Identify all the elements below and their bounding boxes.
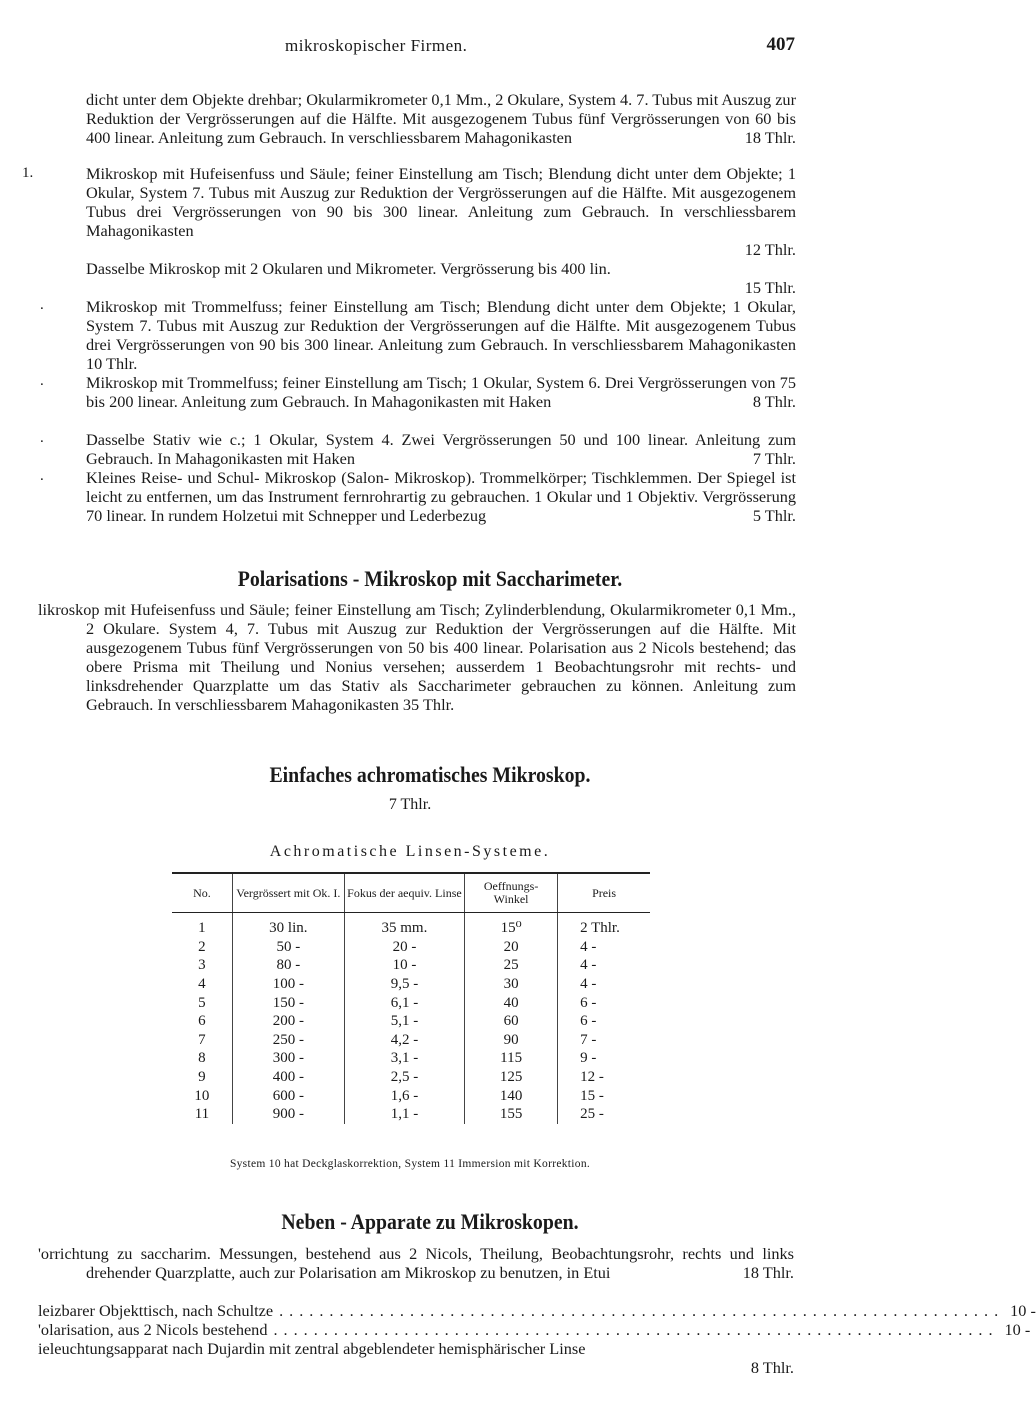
column-header: Oeffnungs-Winkel [465,873,558,913]
item-price: 18 Thlr. [742,1263,794,1282]
table-header-row [172,873,650,913]
column-header: Vergrössert mit Ok. I. [232,873,344,913]
table-cell: 30 lin. [232,913,344,938]
leader-dots: ........................................................................ [273,1320,999,1339]
item-price: 12 Thlr. [744,240,796,259]
table-footnote: System 10 hat Deckglaskorrektion, System 11 Immersion mit Korrektion. [229,1158,591,1170]
table-cell: 4,2 - [344,1031,464,1050]
table-cell: 400 - [232,1068,344,1087]
table-row [172,956,650,975]
table-cell: 90 [465,1031,558,1050]
item-text: Mikroskop mit Hufeisenfuss und Säule; feiner Einstellung am Tisch; Blendung dicht unter dem Objekte; 1 Okular, System 7. Tubus mit Auszug zur Reduktion der Vergrösserungen auf die Hälfte. Mit ausgezogenem Tubus drei Vergrösserungen von 90 bis 300 linear. Anleitung zum Gebrauch. In verschliessbarem Mahagonikasten [86,164,796,240]
lens-systems-table [172,872,650,1124]
item-text: Dasselbe Mikroskop mit 2 Okularen und Mikrometer. Vergrösserung bis 400 lin. [86,259,611,278]
table-cell: 115 [465,1049,558,1068]
table-cell: 20 [465,938,558,957]
table-cell: 4 [198,976,206,993]
item-text: 'olarisation, aus 2 Nicols bestehend [38,1320,268,1339]
item-text: leizbarer Objekttisch, nach Schultze [38,1301,274,1320]
table-cell: 1,1 - [344,1105,464,1124]
accessory-item [38,1244,794,1282]
catalog-item [86,468,796,525]
table-cell: 7 - [558,1031,650,1050]
page-header [285,36,795,60]
table-caption: Achromatische Linsen-Systeme. [269,843,551,860]
section-heading: Neben - Apparate zu Mikroskopen. [281,1209,579,1234]
page-number: 407 [766,34,795,55]
table-cell: 30 [465,975,558,994]
entry-text: dicht unter dem Objekte drehbar; Okularmikrometer 0,1 Mm., 2 Okulare, System 4. 7. Tubus mit Auszug zur Reduktion der Vergrösserungen auf die Hälfte. Mit ausgezogenem Tubus fünf Vergrösserungen von 60 bis 400 linear. Anleitung zum Gebrauch. In verschliessbarem Mahagonikasten [86,90,796,147]
catalog-item [86,164,796,259]
table-cell: 5,1 - [344,1012,464,1031]
accessory-item [38,1320,1031,1339]
table-cell: 3 [198,957,206,974]
item-text: Mikroskop mit Trommelfuss; feiner Einstellung am Tisch; Blendung dicht unter dem Objekte; 1 Okular, System 7. Tubus mit Auszug zur Reduktion der Vergrösserungen auf die Hälfte. Mit ausgezogenem Tubus drei Vergrösserungen von 90 bis 300 linear. Anleitung zum Gebrauch. In verschliessbarem Mahagonikasten 10 Thlr. [86,297,796,373]
entry-text: likroskop mit Hufeisenfuss und Säule; feiner Einstellung am Tisch; Zylinderblendung, Okularmikrometer 0,1 Mm., 2 Okulare. System 4, 7. Tubus mit Auszug zur Reduktion der Vergrösserungen auf die Hälfte. Mit ausgezogenem Tubus fünf Vergrösserungen von 50 bis 400 linear. Polarisation aus 2 Nicols bestehend; das obere Prisma mit Theilung und Nonius versehen; ausserdem 1 Beobachtungsrohr mit rechts- und linksdrehender Quarzplatte um das Stativ als Saccharimeter gebrauchen zu können. Anleitung zum Gebrauch. In verschliessbarem Mahagonikasten 35 Thlr. [38,600,796,714]
table-row [172,938,650,957]
table-cell: 6,1 - [344,993,464,1012]
catalog-item [86,373,796,411]
leader-line [38,1301,1036,1320]
table-cell: 8 [198,1050,206,1067]
item-price: 7 Thlr. [752,449,796,468]
item-text: ieleuchtungsapparat nach Dujardin mit zentral abgeblendeter hemisphärischer Linse [38,1339,586,1358]
table-cell: 10 [194,1087,210,1104]
item-price: 8 Thlr. [752,392,796,411]
column-header: Preis [558,873,650,913]
section-heading: Polarisations - Mikroskop mit Saccharimeter. [237,566,623,591]
table-cell: 80 - [232,956,344,975]
item-price: 10 - [1004,1320,1031,1339]
accessory-item [38,1301,1036,1320]
table-row [172,1031,650,1050]
table-cell: 140 [465,1086,558,1105]
item-marker: . [40,430,44,446]
table-cell: 9 - [558,1049,650,1068]
table-cell: 200 - [232,1012,344,1031]
table-cell: 125 [465,1068,558,1087]
catalog-item [86,259,796,297]
table-cell: 6 - [558,1012,650,1031]
table-cell: 250 - [232,1031,344,1050]
table-cell: 12 - [558,1068,650,1087]
table-cell: 10 - [344,956,464,975]
table-cell: 100 - [232,975,344,994]
table-row [172,1049,650,1068]
table-row [172,1012,650,1031]
table-cell: 25 - [558,1105,650,1124]
table-cell: 155 [465,1105,558,1124]
table-cell: 6 [198,1013,206,1030]
item-text: Dasselbe Stativ wie c.; 1 Okular, System 4. Zwei Vergrösserungen 50 und 100 linear. Anleitung zum Gebrauch. In Mahagonikasten mit Haken [86,430,796,468]
table-cell: 4 - [558,938,650,957]
table-cell: 40 [465,993,558,1012]
accessory-item [38,1339,794,1377]
table-cell: 50 - [232,938,344,957]
item-price: 15 Thlr. [744,278,796,297]
item-text: Kleines Reise- und Schul- Mikroskop (Salon- Mikroskop). Trommelkörper; Tischklemmen. Der Spiegel ist leicht zu entfernen, um das Instrument fernrohrartig zu gebrauchen. 1 Okular und 1 Objektiv. Vergrösserung 70 linear. In rundem Holzetui mit Schnepper und Lederbezug [86,468,796,525]
table-cell: 25 [465,956,558,975]
table-cell: 1 [198,920,206,937]
item-marker: . [40,297,44,313]
continuation-entry [86,90,796,147]
table-cell: 2 Thlr. [558,913,650,938]
table-cell: 900 - [232,1105,344,1124]
table-cell: 4 - [558,956,650,975]
leader-line [38,1320,1031,1339]
item-marker: 1. [22,165,34,181]
table-cell: 35 mm. [344,913,464,938]
table-cell: 20 - [344,938,464,957]
table-cell: 9,5 - [344,975,464,994]
table-cell: 15⁰ [465,913,558,938]
table-cell: 60 [465,1012,558,1031]
section-heading: Einfaches achromatisches Mikroskop. [269,762,591,787]
item-text: 'orrichtung zu saccharim. Messungen, bestehend aus 2 Nicols, Theilung, Beobachtungsrohr, rechts und links drehender Quarzplatte, auch zur Polarisation am Mikroskop zu benutzen, in Etui [38,1244,794,1282]
item-text: Mikroskop mit Trommelfuss; feiner Einstellung am Tisch; 1 Okular, System 6. Drei Vergrösserungen von 75 bis 200 linear. Anleitung zum Gebrauch. In Mahagonikasten mit Haken [86,373,796,411]
table-cell: 2 [198,938,206,955]
table-cell: 5 [198,994,206,1011]
table-cell: 4 - [558,975,650,994]
polarisation-entry [38,600,796,714]
table-cell: 7 [198,1031,206,1048]
table-row [172,993,650,1012]
table-cell: 15 - [558,1086,650,1105]
table-cell: 1,6 - [344,1086,464,1105]
table-cell: 600 - [232,1086,344,1105]
item-price: 10 - [1010,1301,1036,1320]
table-cell: 11 [194,1106,210,1123]
table-row [172,1068,650,1087]
item-price: 8 Thlr. [750,1358,794,1377]
table-cell: 9 [198,1069,206,1086]
table-row [172,975,650,994]
entry-price: 18 Thlr. [744,128,796,147]
table-cell: 6 - [558,993,650,1012]
item-price: 5 Thlr. [752,506,796,525]
leader-dots: ........................................................................ [279,1301,1005,1320]
item-marker: . [40,468,44,484]
column-header: Fokus der aequiv. Linse [344,873,464,913]
column-header: No. [172,873,232,913]
catalog-item [86,430,796,468]
table-cell: 2,5 - [344,1068,464,1087]
table-row [172,1105,650,1124]
item-marker: . [40,373,44,389]
table-cell: 300 - [232,1049,344,1068]
table-row [172,913,650,938]
table-cell: 3,1 - [344,1049,464,1068]
running-title: mikroskopischer Firmen. [285,36,468,55]
table-row [172,1086,650,1105]
section-price: 7 Thlr. [388,796,432,813]
catalog-item [86,297,796,373]
table-cell: 150 - [232,993,344,1012]
